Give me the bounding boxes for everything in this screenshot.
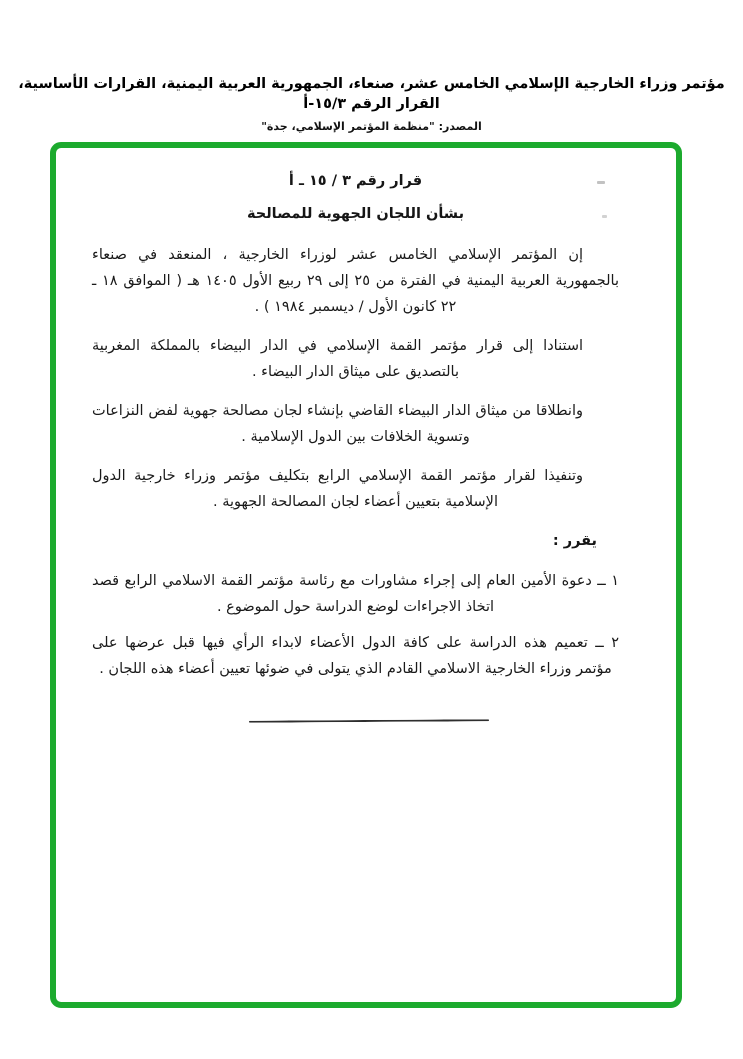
separator-line [249, 719, 489, 722]
preamble-paragraph-4: وتنفيذا لقرار مؤتمر القمة الإسلامي الرابع بتكليف مؤتمر وزراء خارجية الدول الإسلامية بتعيين أعضاء لجان المصالحة الجهوية . [92, 468, 583, 510]
decision-lead: يقرر : [552, 533, 597, 549]
document-body [56, 148, 676, 722]
resolution-subject-title: بشأن اللجان الجهوية للمصالحة [246, 206, 465, 222]
decision-item-2: ٢ ــ تعميم هذه الدراسة على كافة الدول الأعضاء لابداء الرأي فيها قبل عرضها على مؤتمر وزراء الخارجية الاسلامي القادم الذي يتولى في ضوئها تعيين أعضاء هذه اللجان . [92, 635, 619, 677]
preamble-paragraph-3: وانطلاقا من ميثاق الدار البيضاء القاضي بإنشاء لجان مصالحة جهوية لفض النزاعات وتسوية الخلافات بين الدول الإسلامية . [92, 403, 583, 445]
preamble-paragraph-2: استنادا إلى قرار مؤتمر القمة الإسلامي في الدار البيضاء بالمملكة المغربية بالتصديق على ميثاق الدار البيضاء . [92, 338, 583, 380]
preamble-paragraph-1: إن المؤتمر الإسلامي الخامس عشر لوزراء الخارجية ، المنعقد في صنعاء بالجمهورية العربية اليمنية في الفترة من ٢٥ إلى ٢٩ ربيع الأول ١٤٠٥ هـ ( الموافق ١٨ ـ ٢٢ كانون الأول / ديسمبر ١٩٨٤ ) . [92, 247, 619, 315]
resolution-number-title: قرار رقم ٣ / ١٥ ـ أ [288, 173, 423, 189]
page-header [0, 74, 743, 134]
scanned-document-frame [50, 142, 682, 1008]
header-source-line: المصدر: "منظمة المؤتمر الإسلامي، جدة" [261, 120, 482, 133]
decision-item-1: ١ ــ دعوة الأمين العام إلى إجراء مشاورات مع رئاسة مؤتمر القمة الاسلامي الرابع قصد اتخاذ الاجراءات لوضع الدراسة حول الموضوع . [92, 573, 619, 615]
header-citation-line: مؤتمر وزراء الخارجية الإسلامي الخامس عشر، صنعاء، الجمهورية العربية اليمنية، القرارات الأساسية، القرار الرقم ٣‏/‏١٥-أ [18, 76, 725, 112]
separator-container [92, 720, 619, 722]
